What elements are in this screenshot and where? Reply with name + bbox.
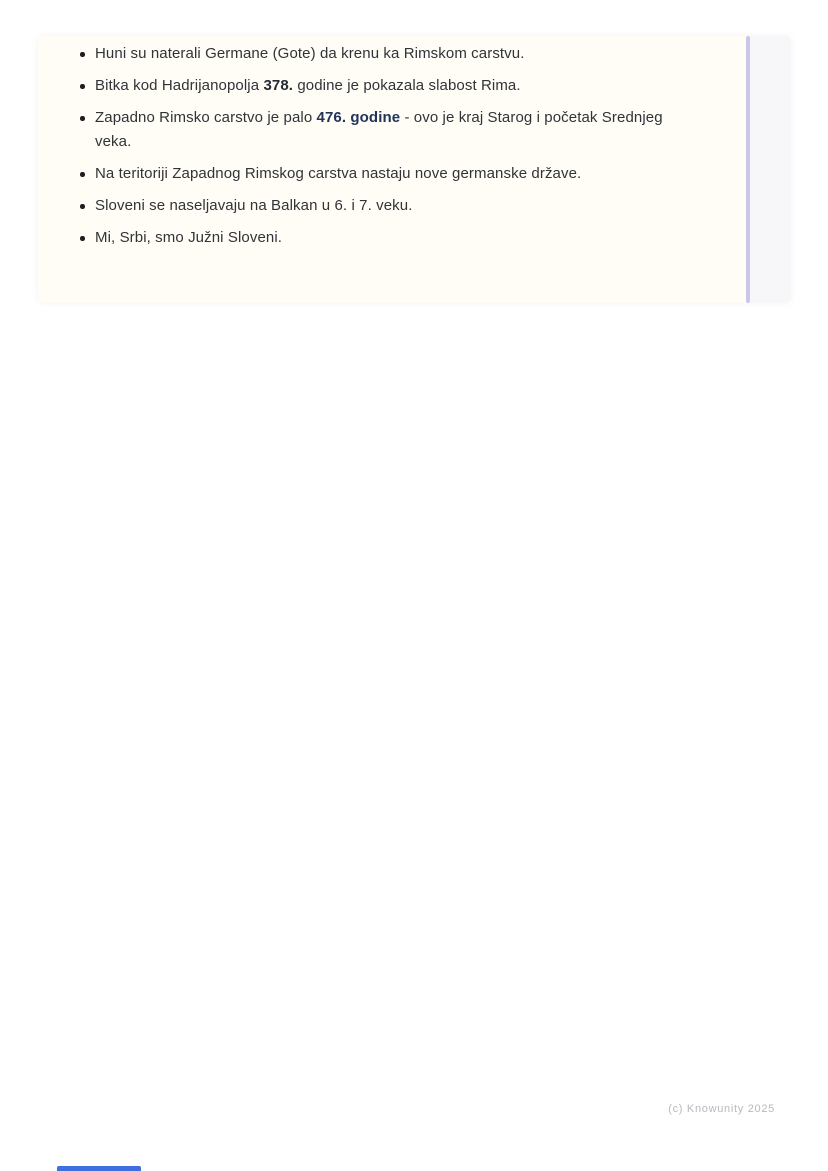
bullet-text: Mi, Srbi, smo Južni Sloveni. [95, 229, 283, 246]
bullet-text: Zapadno Rimsko carstvo je palo [95, 109, 317, 126]
note-card-content [38, 36, 746, 303]
bullet-text: godine je pokazala slabost Rima. [293, 77, 521, 94]
bullet-list [38, 36, 746, 250]
bullet-item [95, 226, 666, 250]
bullet-text: Bitka kod Hadrijanopolja [95, 77, 264, 94]
bullet-text-emphasis: 378. [263, 77, 294, 94]
bullet-text: Sloveni se naseljavaju na Balkan u 6. i 7. veku. [95, 197, 413, 214]
bullet-text: Na teritoriji Zapadnog Rimskog carstva nastaju nove germanske države. [95, 165, 582, 182]
bullet-item [95, 106, 666, 154]
note-card [38, 36, 791, 303]
next-page-element-sliver [57, 1166, 141, 1171]
copyright-notice: (c) Knowunity 2025 [668, 1103, 775, 1115]
bullet-text: Huni su naterali Germane (Gote) da krenu ka Rimskom carstvu. [95, 45, 525, 62]
bullet-text: - ovo je kraj Starog i početak Srednjeg veka. [95, 109, 663, 150]
card-right-gutter [750, 36, 791, 303]
bullet-text-emphasis: 476. godine [316, 109, 401, 126]
bullet-item [95, 74, 666, 98]
bullet-item [95, 162, 666, 186]
bullet-item [95, 42, 666, 66]
bullet-item [95, 194, 666, 218]
